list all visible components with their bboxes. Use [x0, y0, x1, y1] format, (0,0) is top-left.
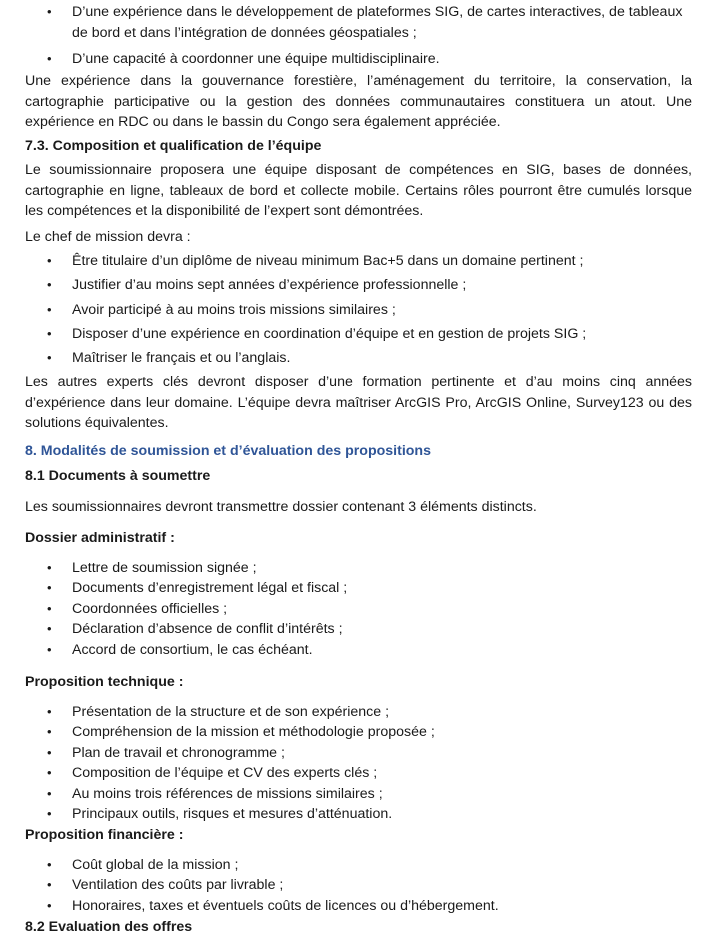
list-item: • D’une expérience dans le développement de plateformes SIG, de cartes interactives, de tableaux de bord et dans l’intégration de données géospatiales ; [47, 4, 683, 41]
list-item: • Compréhension de la mission et méthodologie proposée ; [25, 722, 692, 742]
fin-title: Proposition financière : [25, 827, 184, 843]
list-item: • Honoraires, taxes et éventuels coûts de licences ou d’hébergement. [25, 896, 692, 916]
bullet: • [47, 857, 52, 872]
paragraph-team: Le soumissionnaire proposera une équipe disposant de compétences en SIG, bases de données, cartographie en ligne, tableaux de bord et collecte mobile. Certains rôles pourront être cumulés lorsque les compétences et la disponibilité de l’expert sont démontrées. [25, 162, 692, 219]
admin-title: Dossier administratif : [25, 530, 175, 546]
heading-8-2: 8.2 Evaluation des offres [25, 919, 193, 935]
list-item: • Documents d’enregistrement légal et fiscal ; [25, 578, 692, 598]
list-item: • D’une capacité à coordonner une équipe multidisciplinaire. [25, 49, 692, 70]
bullet: • [47, 897, 52, 913]
bullet: • [47, 301, 52, 317]
list-item: • Principaux outils, risques et mesures d’atténuation. [25, 804, 692, 824]
list-item: • Ventilation des coûts par livrable ; [25, 875, 692, 895]
list-item: • Avoir participé à au moins trois missions similaires ; [25, 298, 692, 322]
bullet: • [47, 744, 52, 760]
bullet: • [47, 765, 52, 781]
tech-bullet-list [25, 702, 692, 824]
top-bullet-list [25, 2, 692, 70]
bullet: • [47, 785, 52, 801]
list-item: • Composition de l’équipe et CV des experts clés ; [25, 763, 692, 783]
bullet: • [47, 724, 52, 740]
list-item: • Déclaration d’absence de conflit d’intérêts ; [25, 619, 692, 639]
bullet: • [47, 277, 52, 293]
bullet: • [47, 877, 52, 893]
bullet: • [47, 325, 52, 341]
fin-bullet-list [25, 855, 692, 916]
bullet: • [47, 806, 52, 822]
heading-8-1: 8.1 Documents à soumettre [25, 468, 211, 484]
list-item: • Accord de consortium, le cas échéant. [25, 640, 692, 660]
heading-7-3: 7.3. Composition et qualification de l’équipe [25, 138, 322, 154]
bullet: • [47, 641, 52, 657]
bullet: • [47, 253, 52, 268]
list-item: • Plan de travail et chronogramme ; [25, 743, 692, 763]
chef-bullet-list [25, 249, 692, 370]
paragraph-experience: Une expérience dans la gouvernance forestière, l’aménagement du territoire, la conservation, la cartographie participative ou la gestion des données communautaires constituera un atout. Une expérience en RDC ou dans le bassin du Congo sera également appréciée. [25, 73, 692, 130]
bullet: • [47, 580, 52, 596]
list-item: • Justifier d’au moins sept années d’expérience professionnelle ; [25, 273, 692, 297]
heading-8: 8. Modalités de soumission et d’évaluation des propositions [25, 443, 431, 459]
paragraph-experts: Les autres experts clés devront disposer d’une formation pertinente et d’au moins cinq années d’expérience dans leur domaine. L’équipe devra maîtriser ArcGIS Pro, ArcGIS Online, Survey123 ou des solutions équivalentes. [25, 374, 692, 431]
list-item: • Disposer d’une expérience en coordination d’équipe et en gestion de projets SIG ; [25, 322, 692, 346]
list-item: • Maîtriser le français et ou l’anglais. [25, 346, 692, 370]
admin-bullet-list [25, 558, 692, 660]
list-item: • Coût global de la mission ; [25, 855, 692, 875]
chef-intro: Le chef de mission devra : [25, 229, 191, 245]
list-item: • Présentation de la structure et de son expérience ; [25, 702, 692, 722]
list-item: • Être titulaire d’un diplôme de niveau minimum Bac+5 dans un domaine pertinent ; [25, 249, 692, 273]
bullet: • [47, 51, 52, 66]
bullet: • [47, 4, 52, 19]
bullet: • [47, 350, 52, 366]
bullet: • [47, 704, 52, 719]
tech-title: Proposition technique : [25, 674, 184, 690]
bullet: • [47, 621, 52, 637]
bullet: • [47, 600, 52, 616]
list-item: • Coordonnées officielles ; [25, 599, 692, 619]
list-item: • Lettre de soumission signée ; [25, 558, 692, 578]
paragraph-docs: Les soumissionnaires devront transmettre dossier contenant 3 éléments distincts. [25, 499, 537, 515]
list-item: • Au moins trois références de missions similaires ; [25, 784, 692, 804]
bullet: • [47, 560, 52, 575]
